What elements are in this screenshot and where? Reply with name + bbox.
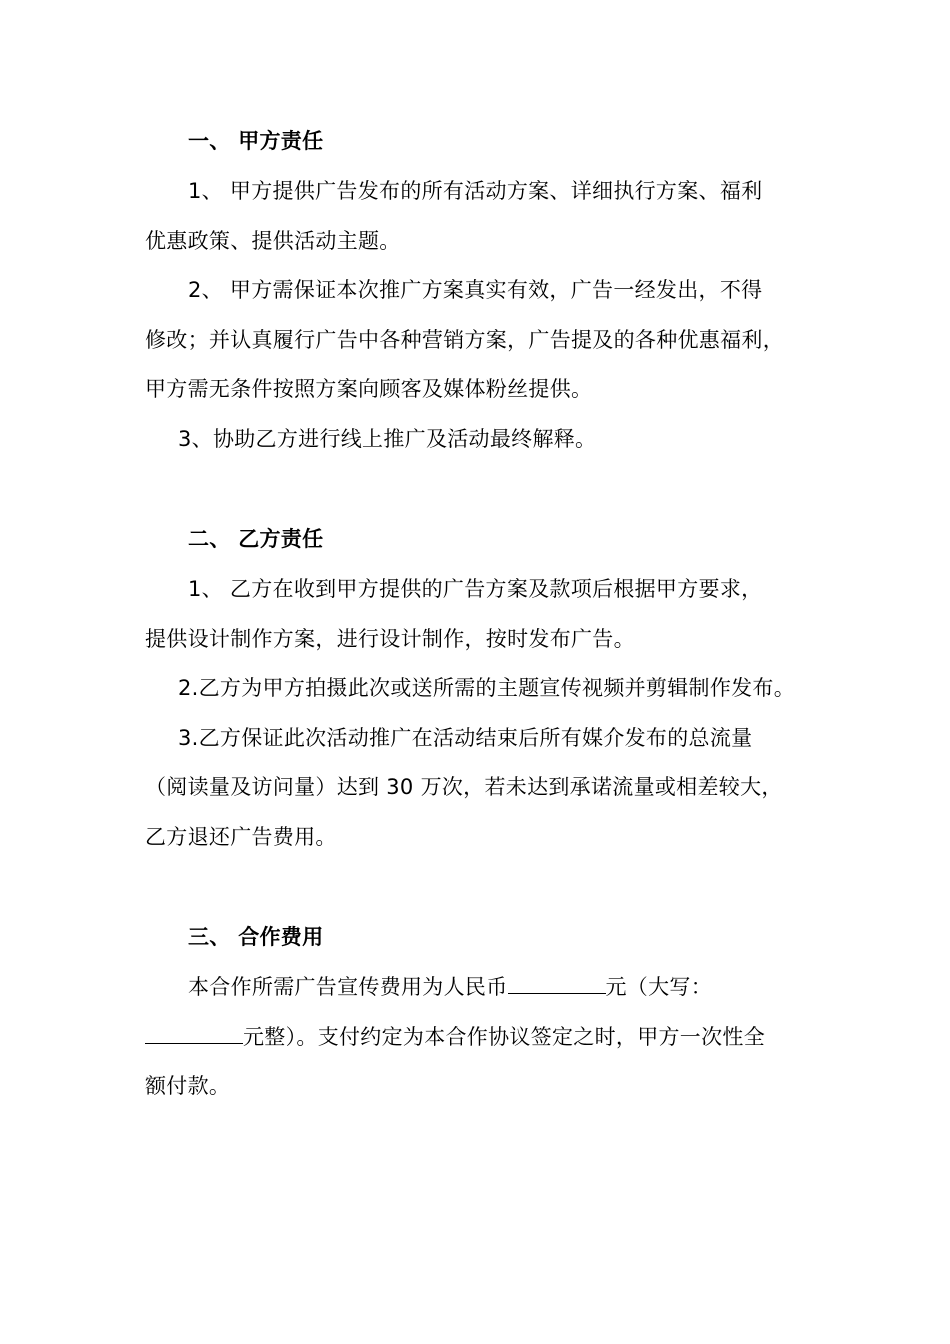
fee-line — [188, 972, 868, 1002]
section-heading-2: 二、 乙方责任 — [188, 527, 324, 551]
fee-text: 本合作所需广告宣传费用为人民币 — [188, 975, 508, 999]
section-heading-3: 三、 合作费用 — [188, 925, 324, 949]
fee-text-upper: 元（大写： — [605, 975, 712, 999]
amount-blank — [508, 975, 606, 994]
paragraph-line: 甲方需无条件按照方案向顾客及媒体粉丝提供。 — [145, 377, 593, 401]
payment-text: 元整）。支付约定为本合作协议签定之时，甲方一次性全 — [243, 1025, 765, 1049]
paragraph-line: 额付款。 — [145, 1074, 231, 1098]
paragraph-line: 修改；并认真履行广告中各种营销方案，广告提及的各种优惠福利， — [145, 328, 784, 352]
paragraph-line: （阅读量及访问量）达到 30 万次，若未达到承诺流量或相差较大， — [145, 775, 783, 799]
section-heading-1: 一、 甲方责任 — [188, 129, 324, 153]
paragraph-line: 乙方退还广告费用。 — [145, 825, 337, 849]
paragraph-line: 1、 甲方提供广告发布的所有活动方案、详细执行方案、福利 — [188, 179, 763, 203]
paragraph-line: 3.乙方保证此次活动推广在活动结束后所有媒介发布的总流量 — [178, 726, 753, 750]
paragraph-line: 1、 乙方在收到甲方提供的广告方案及款项后根据甲方要求， — [188, 577, 763, 601]
paragraph-line: 2、 甲方需保证本次推广方案真实有效，广告一经发出，不得 — [188, 278, 763, 302]
paragraph-line: 3、协助乙方进行线上推广及活动最终解释。 — [178, 427, 597, 451]
paragraph-line: 优惠政策、提供活动主题。 — [145, 229, 401, 253]
paragraph-line: 2.乙方为甲方拍摄此次或送所需的主题宣传视频并剪辑制作发布。 — [178, 676, 796, 700]
paragraph-line: 提供设计制作方案，进行设计制作，按时发布广告。 — [145, 627, 635, 651]
amount-upper-blank — [145, 1025, 243, 1044]
fee-line-2 — [145, 1022, 825, 1052]
